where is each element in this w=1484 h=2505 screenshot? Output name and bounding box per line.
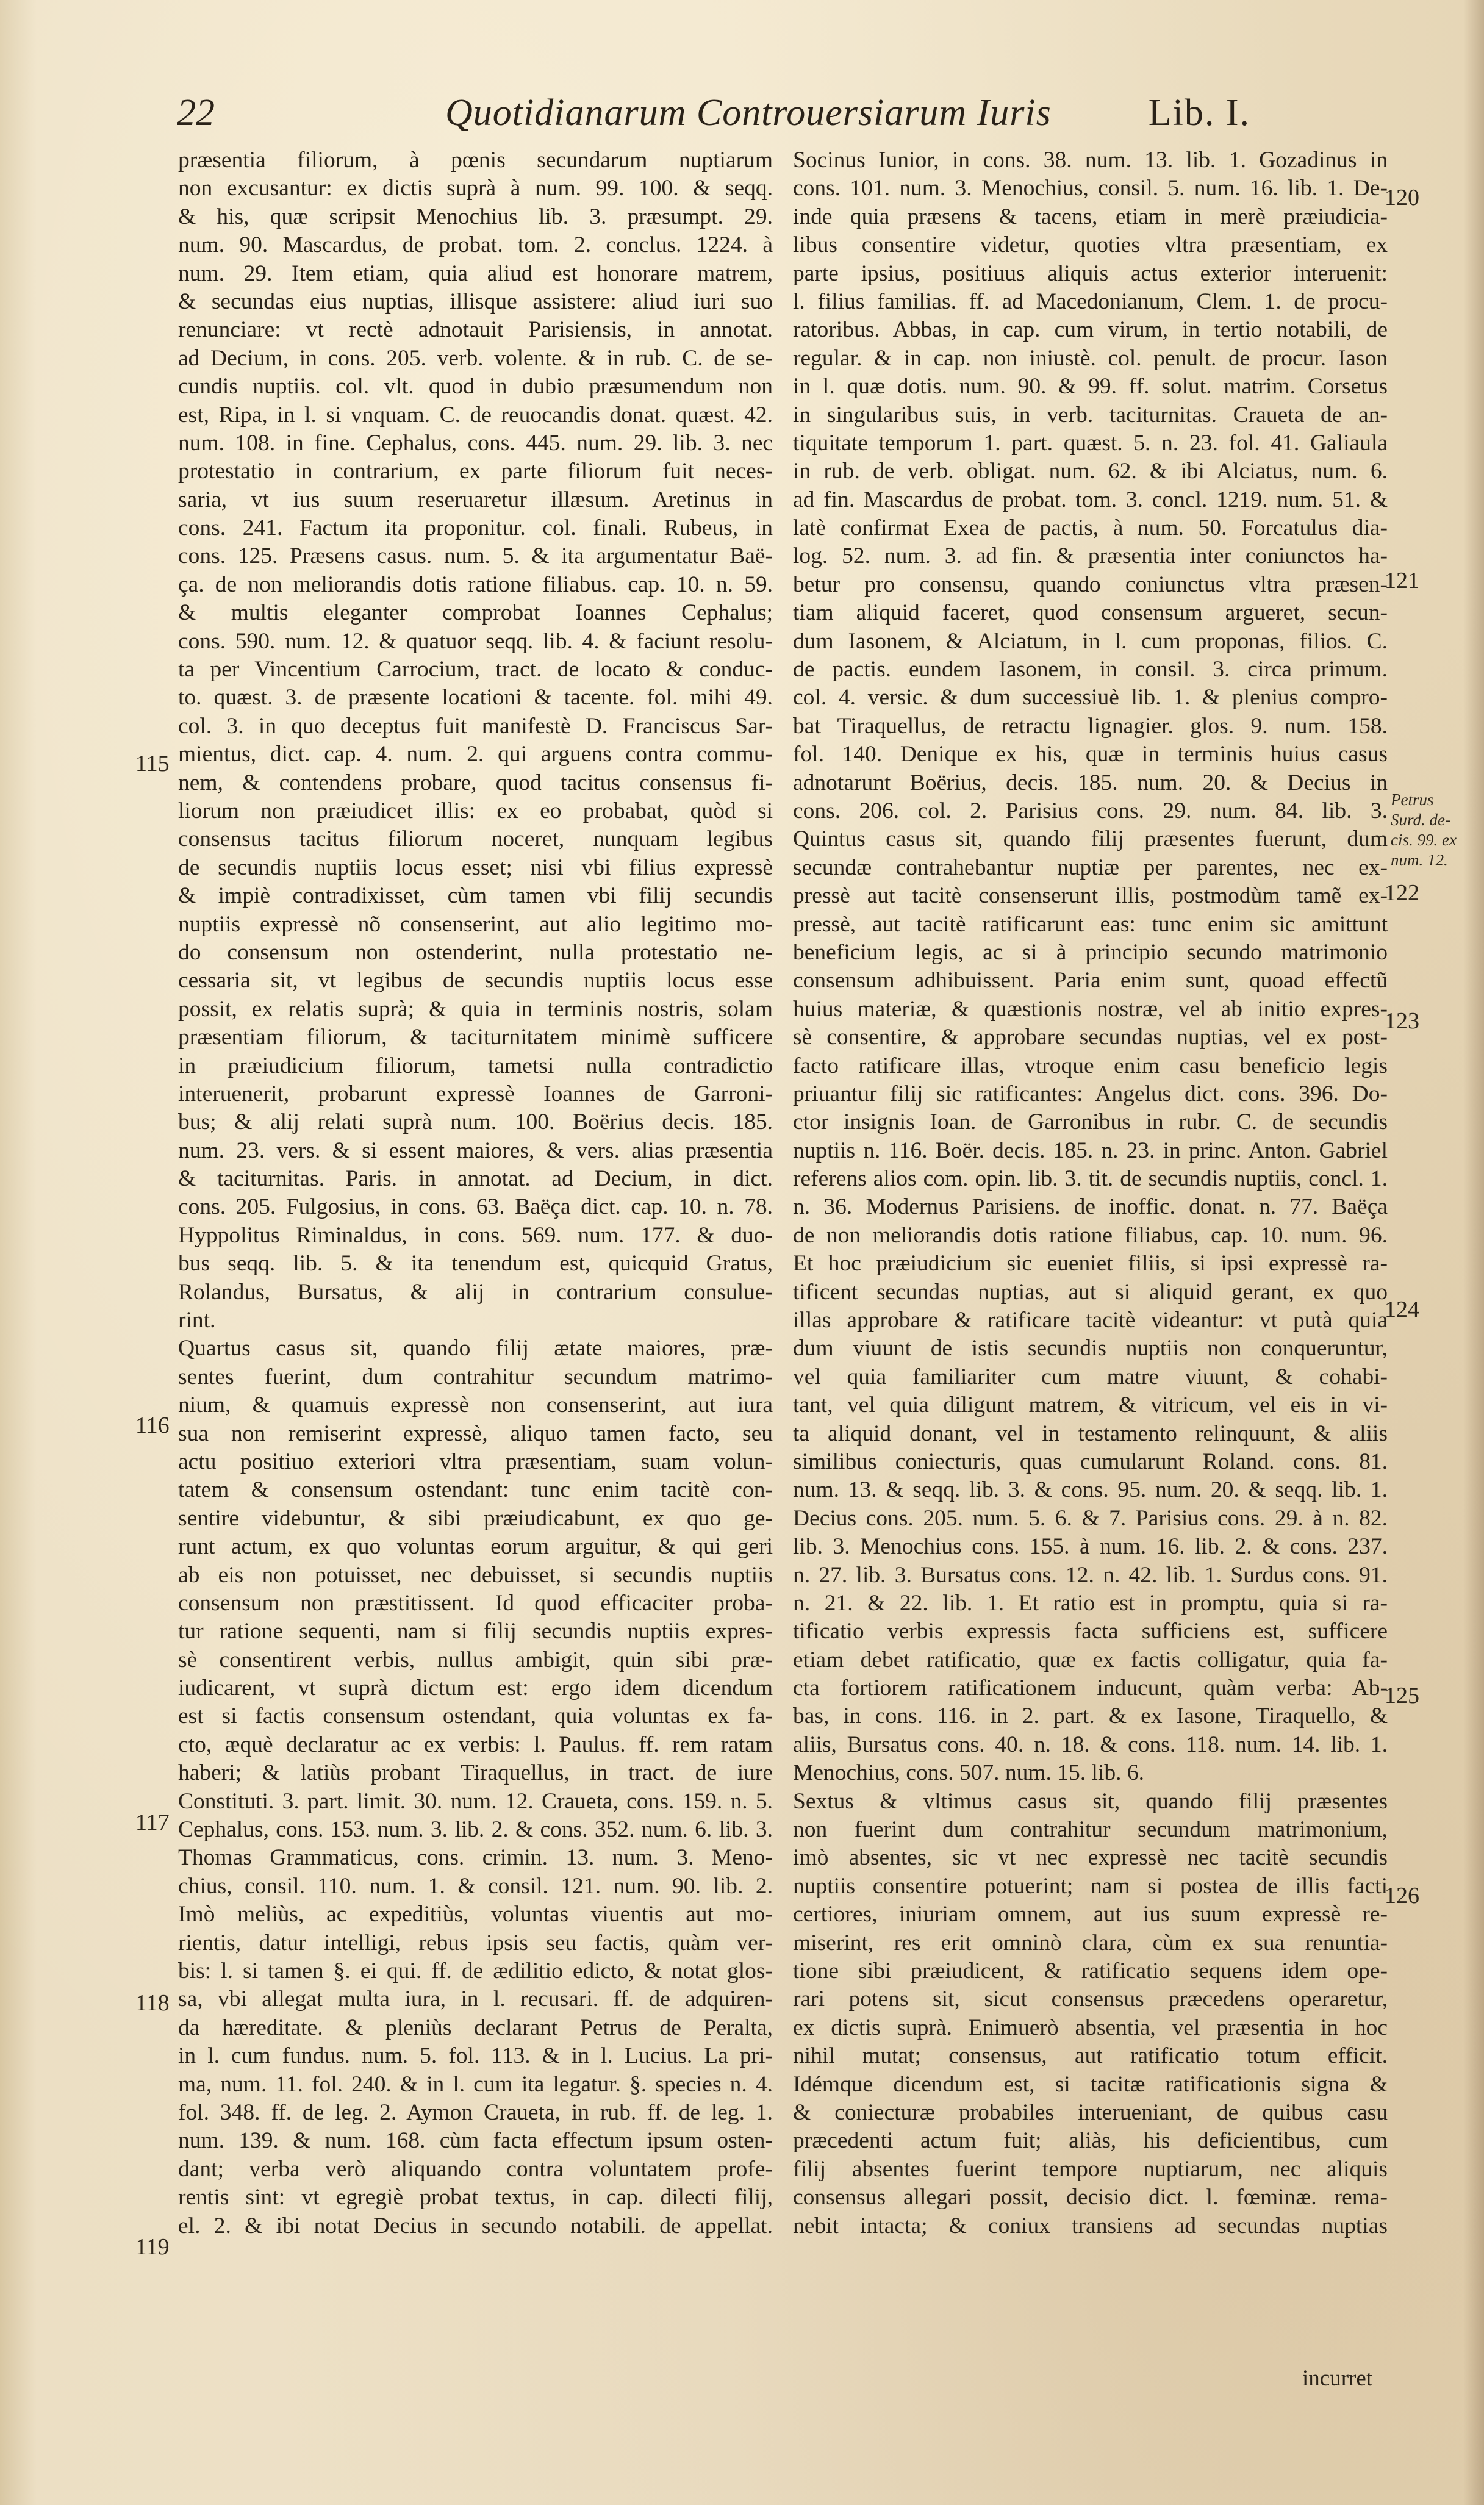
text-line: num. 23. vers. & si essent maiores, & vers. alias præsentia bbox=[178, 1138, 773, 1163]
text-line: tur ratione sequenti, nam si filij secundis nuptiis expres- bbox=[178, 1619, 773, 1644]
margin-number: 122 bbox=[1385, 880, 1419, 906]
text-line: & his, quæ scripsit Menochius lib. 3. præsumpt. 29. bbox=[178, 204, 773, 229]
text-line: Quintus casus sit, quando filij præsentes fuerunt, dum bbox=[793, 826, 1388, 852]
margin-number: 120 bbox=[1385, 185, 1419, 210]
margin-number: 126 bbox=[1385, 1883, 1419, 1908]
text-line: sa, vbi allegat multa iura, in l. recusari. ff. de adquiren- bbox=[178, 1987, 773, 2012]
text-line: to. quæst. 3. de præsente locationi & tacente. fol. mihi 49. bbox=[178, 685, 773, 711]
text-line: pressè, aut tacitè ratificarunt eas: tunc enim sic amittunt bbox=[793, 911, 1388, 937]
text-line: certiores, iniuriam omnem, aut ius suum expressè re- bbox=[793, 1902, 1388, 1927]
text-line: Hyppolitus Riminaldus, in cons. 569. num. 177. & duo- bbox=[178, 1222, 773, 1248]
text-line: beneficium legis, ac si à principio secundo matrimonio bbox=[793, 939, 1388, 965]
text-line: & secundas eius nuptias, illisque assistere: aliud iuri suo bbox=[178, 288, 773, 314]
text-line: rint. bbox=[178, 1308, 216, 1333]
text-line: nuptiis n. 116. Boër. decis. 185. n. 23. in princ. Anton. Gabriel bbox=[793, 1138, 1388, 1163]
text-line: Et hoc præiudicium sic eueniet filiis, si ipsi expressè ra- bbox=[793, 1251, 1388, 1277]
text-line: sè consentirent verbis, nullus ambigit, quin sibi præ- bbox=[178, 1647, 773, 1672]
text-line: cto, æquè declaratur ac ex verbis: l. Paulus. ff. rem ratam bbox=[178, 1732, 773, 1757]
margin-number: 123 bbox=[1385, 1008, 1419, 1034]
text-line: tificatio verbis expressis facta sufficiens est, sufficere bbox=[793, 1619, 1388, 1644]
text-line: actu positiuo exteriori vltra præsentiam, suam volun- bbox=[178, 1449, 773, 1474]
text-line: lib. 3. Menochius cons. 155. à num. 16. lib. 2. & cons. 237. bbox=[793, 1534, 1388, 1560]
text-line: inde quia præsens & tacens, etiam in merè præiudicia- bbox=[793, 204, 1388, 229]
page-number: 22 bbox=[177, 92, 215, 134]
text-line: dum Iasonem, & Alciatum, in l. cum proponas, filios. C. bbox=[793, 628, 1388, 654]
text-line: possit, ex relatis suprà; & quia in terminis nostris, solam bbox=[178, 996, 773, 1022]
text-line: num. 13. & seqq. lib. 3. & cons. 95. num. 20. & seqq. lib. 1. bbox=[793, 1477, 1388, 1503]
text-line: n. 36. Modernus Parisiens. de inoffic. donat. n. 77. Baëça bbox=[793, 1194, 1388, 1220]
text-line: Rolandus, Bursatus, & alij in contrarium consulue- bbox=[178, 1279, 773, 1305]
side-note-line: num. 12. bbox=[1391, 851, 1448, 869]
text-line: præcedenti actum fuit; aliàs, his deficientibus, cum bbox=[793, 2128, 1388, 2154]
text-line: tatem & consensum ostendant: tunc enim tacitè con- bbox=[178, 1477, 773, 1503]
text-line: Cephalus, cons. 153. num. 3. lib. 2. & cons. 352. num. 6. lib. 3. bbox=[178, 1817, 773, 1843]
text-line: aliis, Bursatus cons. 40. n. 18. & cons. 118. num. 14. lib. 1. bbox=[793, 1732, 1388, 1757]
text-line: de pactis. eundem Iasonem, in consil. 3. circa primum. bbox=[793, 657, 1388, 683]
text-line: n. 21. & 22. lib. 1. Et ratio est in promptu, quia si ra- bbox=[793, 1590, 1388, 1616]
text-line: in rub. de verb. obligat. num. 62. & ibi Alciatus, num. 6. bbox=[793, 459, 1388, 484]
text-line: huius materiæ, & quæstionis nostræ, vel ab initio expres- bbox=[793, 996, 1388, 1022]
text-line: rientis, datur intelligi, rebus ipsis seu factis, quàm ver- bbox=[178, 1930, 773, 1955]
text-line: Constituti. 3. part. limit. 30. num. 12. Craueta, cons. 159. n. 5. bbox=[178, 1788, 773, 1814]
text-line: fol. 140. Denique ex his, quæ in terminis huius casus bbox=[793, 742, 1388, 767]
text-line: iudicarent, vt suprà dictum est: ergo idem dicendum bbox=[178, 1675, 773, 1701]
book-label: Lib. I. bbox=[1148, 92, 1250, 134]
margin-number: 119 bbox=[135, 2234, 170, 2260]
text-line: n. 27. lib. 3. Bursatus cons. 12. n. 42. lib. 1. Surdus cons. 91. bbox=[793, 1562, 1388, 1588]
text-line: illas approbare & ratificare tacitè videantur: vt putà quia bbox=[793, 1308, 1388, 1333]
text-line: da hæreditate. & pleniùs declarant Petrus de Peralta, bbox=[178, 2015, 773, 2040]
text-line: tiquitate temporum 1. part. quæst. 5. n. 23. fol. 41. Galiaula bbox=[793, 430, 1388, 456]
running-head bbox=[177, 85, 1250, 140]
text-line: nuptiis consentire potuerint; nam si postea de illis facti bbox=[793, 1873, 1388, 1899]
text-line: & coniecturæ probabiles interueniant, de quibus casu bbox=[793, 2099, 1388, 2125]
text-line: non fuerint dum contrahitur secundum matrimonium, bbox=[793, 1817, 1388, 1843]
text-line: l. filius familias. ff. ad Macedonianum, Clem. 1. de procu- bbox=[793, 288, 1388, 314]
text-line: in præiudicium filiorum, tametsi nulla contradictio bbox=[178, 1053, 773, 1078]
text-line: ab eis non potuisset, nec debuisset, si secundis nuptiis bbox=[178, 1562, 773, 1588]
text-line: consensum non præstitissent. Id quod efficaciter proba- bbox=[178, 1590, 773, 1616]
text-line: ta aliquid donant, vel in testamento relinquunt, & aliis bbox=[793, 1421, 1388, 1446]
text-line: runt actum, ex quo voluntas eorum arguitur, & qui geri bbox=[178, 1534, 773, 1560]
text-line: col. 4. versic. & dum successiuè lib. 1. & plenius compro- bbox=[793, 685, 1388, 711]
text-line: ctor insignis Ioan. de Garronibus in rubr. C. de secundis bbox=[793, 1109, 1388, 1135]
text-line: facto ratificare illas, vtroque enim casu beneficio legis bbox=[793, 1053, 1388, 1078]
text-line: bus seqq. lib. 5. & ita tenendum est, quicquid Gratus, bbox=[178, 1251, 773, 1277]
text-line: dum viuunt de istis secundis nuptiis non conqueruntur, bbox=[793, 1336, 1388, 1361]
text-line: Sextus & vltimus casus sit, quando filij præsentes bbox=[793, 1788, 1388, 1814]
margin-number: 117 bbox=[135, 1810, 170, 1835]
text-line: rari potens sit, sicut consensus præcedens operaretur, bbox=[793, 1987, 1388, 2012]
text-line: tant, vel quia diligunt matrem, & vitricum, vel eis in vi- bbox=[793, 1392, 1388, 1418]
text-line: cons. 205. Fulgosius, in cons. 63. Baëça dict. cap. 10. n. 78. bbox=[178, 1194, 773, 1220]
text-line: liorum non præiudicet illis: ex eo probabat, quòd si bbox=[178, 798, 773, 823]
text-line: cons. 101. num. 3. Menochius, consil. 5. num. 16. lib. 1. De- bbox=[793, 176, 1388, 201]
text-line: chius, consil. 110. num. 1. & consil. 121. num. 90. lib. 2. bbox=[178, 1873, 773, 1899]
text-line: bus; & alij relati suprà num. 100. Boërius decis. 185. bbox=[178, 1109, 773, 1135]
text-line: dant; verba verò aliquando contra voluntatem profe- bbox=[178, 2156, 773, 2182]
text-line: fol. 348. ff. de leg. 2. Aymon Craueta, in rub. ff. de leg. 1. bbox=[178, 2099, 773, 2125]
text-line: Thomas Grammaticus, cons. crimin. 13. num. 3. Meno- bbox=[178, 1845, 773, 1871]
text-line: rentis sint: vt egregiè probat textus, in cap. dilecti filij, bbox=[178, 2185, 773, 2210]
text-line: & taciturnitas. Paris. in annotat. ad Decium, in dict. bbox=[178, 1166, 773, 1192]
text-line: el. 2. & ibi notat Decius in secundo notabili. de appellat. bbox=[178, 2213, 773, 2238]
running-title: Quotidianarum Controuersiarum Iuris bbox=[445, 92, 1052, 134]
right-column bbox=[793, 146, 1388, 2240]
text-line: Socinus Iunior, in cons. 38. num. 13. lib. 1. Gozadinus in bbox=[793, 148, 1388, 173]
text-line: haberi; & latiùs probant Tiraquellus, in tract. de iure bbox=[178, 1760, 773, 1786]
text-line: cons. 590. num. 12. & quatuor seqq. lib. 4. & faciunt resolu- bbox=[178, 628, 773, 654]
text-line: cons. 206. col. 2. Parisius cons. 29. num. 84. lib. 3. bbox=[793, 798, 1388, 823]
text-line: nium, & quamuis expressè non consenserint, aut iura bbox=[178, 1392, 773, 1418]
text-line: vel quia familiariter cum matre viuunt, & cohabi- bbox=[793, 1364, 1388, 1389]
text-line: imò absentes, sic vt nec expressè nec tacitè secundis bbox=[793, 1845, 1388, 1871]
text-line: ça. de non meliorandis dotis ratione filiabus. cap. 10. n. 59. bbox=[178, 572, 773, 597]
text-line: parte ipsius, positiuus aliquis actus exterior interuenit: bbox=[793, 260, 1388, 286]
text-line: num. 29. Item etiam, quia aliud est honorare matrem, bbox=[178, 260, 773, 286]
text-line: ad fin. Mascardus de probat. tom. 3. concl. 1219. num. 51. & bbox=[793, 487, 1388, 512]
text-line: non excusantur: ex dictis suprà à num. 99. 100. & seqq. bbox=[178, 176, 773, 201]
left-column bbox=[178, 146, 773, 2240]
margin-number: 124 bbox=[1385, 1297, 1419, 1322]
text-line: in l. quæ dotis. num. 90. & 99. ff. solut. matrim. Corsetus bbox=[793, 374, 1388, 400]
text-line: num. 90. Mascardus, de probat. tom. 2. conclus. 1224. à bbox=[178, 232, 773, 258]
text-line: bat Tiraquellus, de retractu lignagier. glos. 9. num. 158. bbox=[793, 713, 1388, 739]
text-line: do consensum non ostenderint, nulla protestatio ne- bbox=[178, 939, 773, 965]
text-line: in singularibus suis, in verb. taciturnitas. Craueta de an- bbox=[793, 402, 1388, 428]
text-line: cons. 241. Factum ita proponitur. col. finali. Rubeus, in bbox=[178, 515, 773, 541]
text-line: secundæ contrahebantur nuptiæ per parentes, nec ex- bbox=[793, 855, 1388, 880]
text-line: tificent secundas nuptias, aut si aliquid gerant, ex quo bbox=[793, 1279, 1388, 1305]
text-line: præsentiam filiorum, & taciturnitatem minimè sufficere bbox=[178, 1025, 773, 1050]
text-line: protestatio in contrarium, ex parte filiorum fuit neces- bbox=[178, 459, 773, 484]
text-line: latè confirmat Exea de pactis, à num. 50. Forcatulus dia- bbox=[793, 515, 1388, 541]
text-line: nuptiis expressè nõ consenserint, aut alio legitimo mo- bbox=[178, 911, 773, 937]
text-line: filij absentes fuerint tempore nuptiarum, nec aliquis bbox=[793, 2156, 1388, 2182]
text-line: adnotarunt Boërius, decis. 185. num. 20. & Decius in bbox=[793, 770, 1388, 795]
text-line: consensum adhibuissent. Paria enim sunt, quoad effectũ bbox=[793, 968, 1388, 994]
text-line: Menochius, cons. 507. num. 15. lib. 6. bbox=[793, 1760, 1145, 1786]
text-line: priuantur filij sic ratificantes: Angelus dict. cons. 396. Do- bbox=[793, 1081, 1388, 1106]
text-line: tiam aliquid faceret, quod consensum argueret, secun- bbox=[793, 600, 1388, 626]
text-line: cta fortiorem ratificationem inducunt, quàm verba: Ab- bbox=[793, 1675, 1388, 1701]
text-line: præsentia filiorum, à pœnis secundarum nuptiarum bbox=[178, 148, 773, 173]
text-line: nem, & contendens probare, quod tacitus consensus fi- bbox=[178, 770, 773, 795]
text-line: etiam debet ratificatio, quæ ex factis colligatur, quia fa- bbox=[793, 1647, 1388, 1672]
text-line: tione sibi præiudicent, & ratificatio sequens idem ope- bbox=[793, 1958, 1388, 1984]
text-line: col. 3. in quo deceptus fuit manifestè D. Franciscus Sar- bbox=[178, 713, 773, 739]
text-line: cundis nuptiis. col. vlt. quod in dubio præsumendum non bbox=[178, 374, 773, 400]
text-line: bas, in cons. 116. in 2. part. & ex Iasone, Tiraquello, & bbox=[793, 1704, 1388, 1729]
text-line: nihil mutat; consensus, aut ratificatio totum efficit. bbox=[793, 2043, 1388, 2069]
text-line: ad Decium, in cons. 205. verb. volente. & in rub. C. de se- bbox=[178, 345, 773, 371]
text-line: sè consentire, & approbare secundas nuptias, vel ex post- bbox=[793, 1025, 1388, 1050]
text-line: consensus allegari possit, decisio dict. l. fœminæ. rema- bbox=[793, 2185, 1388, 2210]
text-line: pressè aut tacitè consenserunt illis, postmodùm tamẽ ex- bbox=[793, 883, 1388, 909]
text-line: Idémque dicendum est, si tacitæ ratificationis signa & bbox=[793, 2071, 1388, 2097]
text-line: cons. 125. Præsens casus. num. 5. & ita argumentatur Baë- bbox=[178, 543, 773, 569]
text-line: libus consentire videtur, quoties vltra præsentiam, ex bbox=[793, 232, 1388, 258]
text-line: similibus coniecturis, quas cumularunt Roland. cons. 81. bbox=[793, 1449, 1388, 1474]
text-line: sentes fuerint, dum contrahitur secundum matrimo- bbox=[178, 1364, 773, 1389]
text-line: regular. & in cap. non iniustè. col. penult. de procur. Iason bbox=[793, 345, 1388, 371]
text-line: & multis eleganter comprobat Ioannes Cephalus; bbox=[178, 600, 773, 626]
text-line: ratoribus. Abbas, in cap. cum virum, in tertio notabili, de bbox=[793, 317, 1388, 343]
text-line: ma, num. 11. fol. 240. & in l. cum ita legatur. §. species n. 4. bbox=[178, 2071, 773, 2097]
margin-number: 121 bbox=[1385, 568, 1419, 593]
side-note-line: Surd. de- bbox=[1391, 811, 1450, 829]
text-line: referens alios com. opin. lib. 3. tit. de secundis nuptiis, concl. 1. bbox=[793, 1166, 1388, 1192]
text-line: mientus, dict. cap. 4. num. 2. qui arguens contra commu- bbox=[178, 742, 773, 767]
text-line: interuenerit, probarunt expressè Ioannes de Garroni- bbox=[178, 1081, 773, 1106]
text-line: betur pro consensu, quando coniunctus vltra præsen- bbox=[793, 572, 1388, 597]
text-line: num. 108. in fine. Cephalus, cons. 445. num. 29. lib. 3. nec bbox=[178, 430, 773, 456]
text-line: miserint, res erit omninò clara, cùm ex sua renuntia- bbox=[793, 1930, 1388, 1955]
text-line: sentire videbuntur, & sibi præiudicabunt, ex quo ge- bbox=[178, 1505, 773, 1531]
side-note bbox=[1391, 790, 1458, 870]
text-line: & impiè contradixisset, cùm tamen vbi filij secundis bbox=[178, 883, 773, 909]
margin-number: 116 bbox=[135, 1413, 170, 1438]
text-line: est si factis consensum ostendant, quia voluntas ex fa- bbox=[178, 1704, 773, 1729]
side-note-line: Petrus bbox=[1391, 790, 1434, 809]
side-note-line: cis. 99. ex bbox=[1391, 831, 1457, 849]
margin-number: 125 bbox=[1385, 1683, 1419, 1708]
text-line: de secundis nuptiis locus esset; nisi vbi filius expressè bbox=[178, 855, 773, 880]
text-line: nebit intacta; & coniux transiens ad secundas nuptias bbox=[793, 2213, 1388, 2238]
text-line: renunciare: vt rectè adnotauit Parisiensis, in annotat. bbox=[178, 317, 773, 343]
text-line: ta per Vincentium Carrocium, tract. de locato & conduc- bbox=[178, 657, 773, 683]
text-line: saria, vt ius suum reseruaretur illæsum. Aretinus in bbox=[178, 487, 773, 512]
text-line: de non meliorandis dotis ratione filiabus, cap. 10. num. 96. bbox=[793, 1222, 1388, 1248]
text-line: in l. cum fundus. num. 5. fol. 113. & in l. Lucius. La pri- bbox=[178, 2043, 773, 2069]
catchword: incurret bbox=[1302, 2366, 1373, 2391]
text-line: est, Ripa, in l. si vnquam. C. de reuocandis donat. quæst. 42. bbox=[178, 402, 773, 428]
text-line: num. 139. & num. 168. cùm facta effectum ipsum osten- bbox=[178, 2128, 773, 2154]
text-line: Decius cons. 205. num. 5. 6. & 7. Parisius cons. 29. à n. 82. bbox=[793, 1505, 1388, 1531]
text-line: bis: l. si tamen §. ei qui. ff. de ædilitio edicto, & notat glos- bbox=[178, 1958, 773, 1984]
margin-number: 118 bbox=[135, 1990, 170, 2016]
text-line: sua non remiserint expressè, aliquo tamen facto, seu bbox=[178, 1421, 773, 1446]
text-line: Quartus casus sit, quando filij ætate maiores, præ- bbox=[178, 1336, 773, 1361]
text-line: log. 52. num. 3. ad fin. & præsentia inter coniunctos ha- bbox=[793, 543, 1388, 569]
text-line: ex dictis suprà. Enimuerò absentia, vel præsentia in hoc bbox=[793, 2015, 1388, 2040]
text-line: Imò meliùs, ac expeditiùs, voluntas viuentis aut mo- bbox=[178, 1902, 773, 1927]
text-line: consensus tacitus filiorum noceret, nunquam legibus bbox=[178, 826, 773, 852]
margin-number: 115 bbox=[135, 751, 170, 776]
text-line: cessaria sit, vt legibus de secundis nuptiis locus esse bbox=[178, 968, 773, 994]
